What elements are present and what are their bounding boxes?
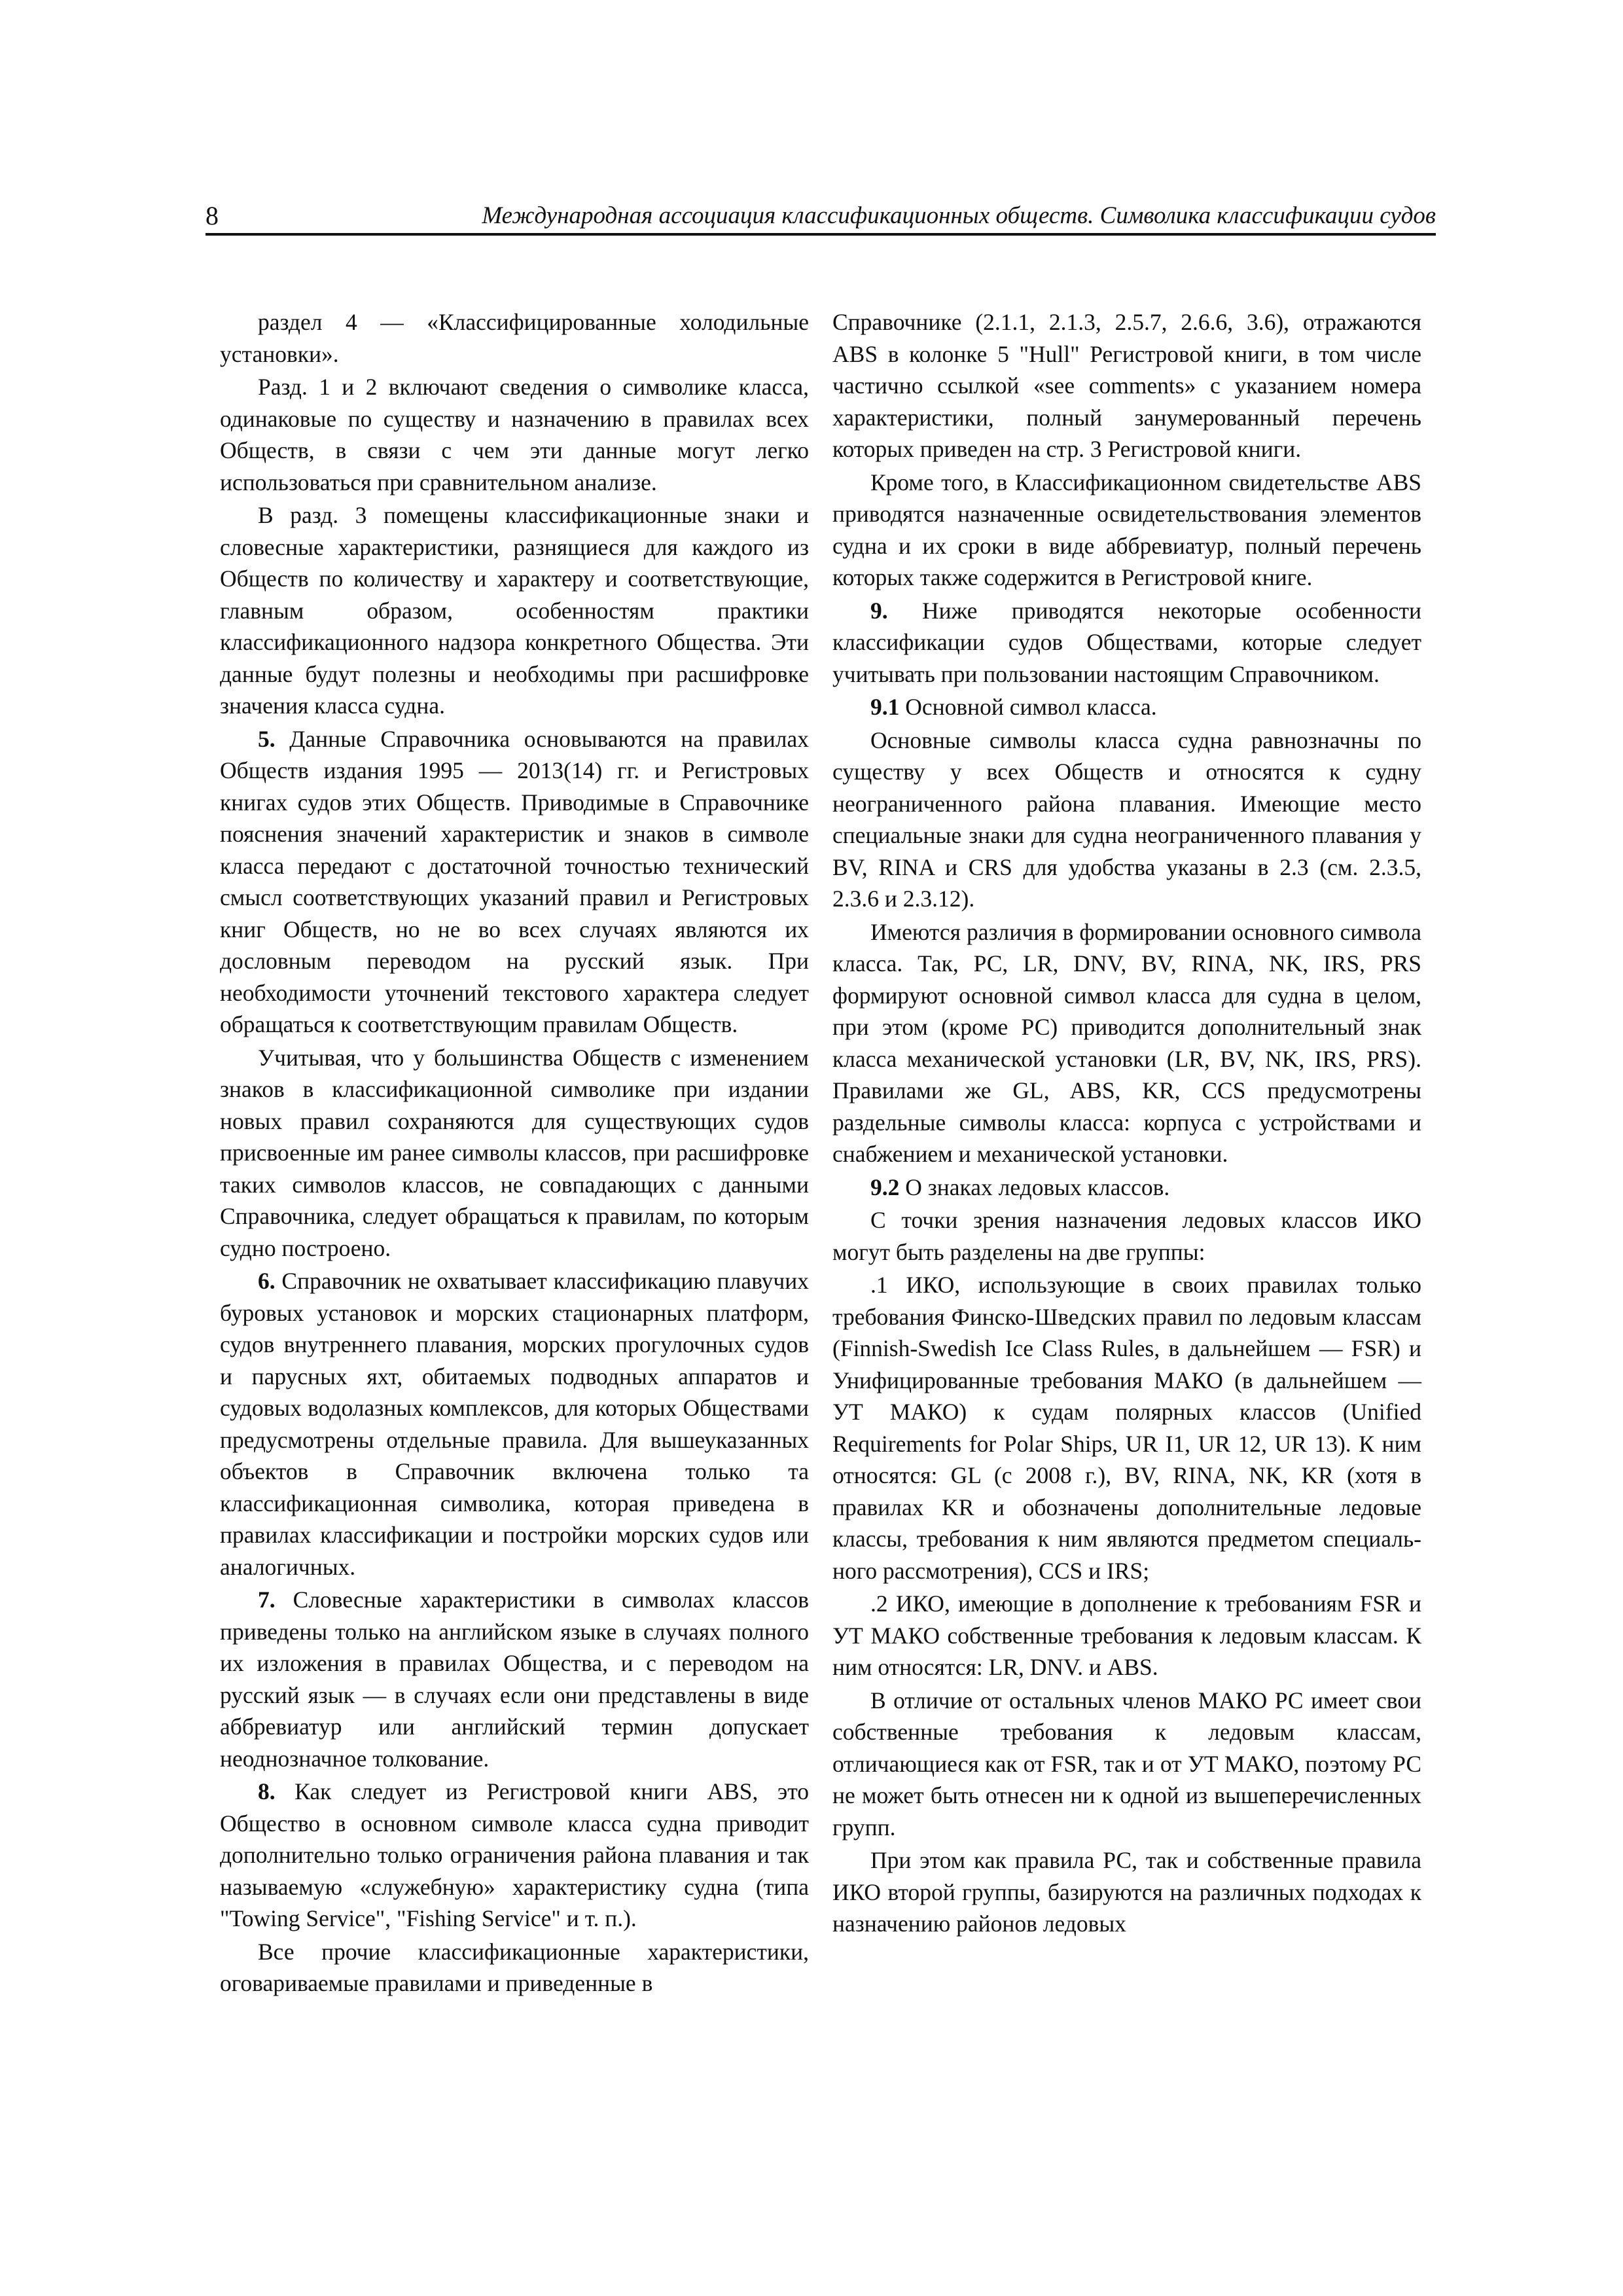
paragraph-text: О знаках ледовых классов. — [899, 1174, 1170, 1200]
paragraph — [220, 306, 809, 370]
paragraph — [832, 1269, 1421, 1587]
paragraph-text: Справочнике (2.1.1, 2.1.3, 2.5.7, 2.6.6, 3.6), отражаются ABS в колонке 5 "Hull" Регистровой книги, в том числе частично ссылкой «see comments» с указанием номера характеристики, полный занумерованный перечень которых приведен на стр. 3 Регистровой книги. — [832, 309, 1421, 462]
paragraph — [832, 1204, 1421, 1268]
paragraph — [832, 691, 1421, 723]
paragraph — [832, 1844, 1421, 1940]
paragraph — [220, 1265, 809, 1583]
paragraph-text: раздел 4 — «Классифицированные холодильные установки». — [220, 309, 809, 367]
running-title: Международная ассоциация классификационных обществ. Символика классификации судов — [482, 202, 1436, 229]
paragraph — [832, 1685, 1421, 1844]
paragraph — [220, 499, 809, 722]
paragraph — [220, 371, 809, 498]
paragraph-text: .1 ИКО, использующие в своих правилах только требования Финско-Шведских правил по ледовым классам (Finnish-Swedish Ice Class Rules, в дальнейшем — FSR) и Унифицированные требования МАКО (в дальнейшем — УТ МАКО) к судам полярных классов (Unified Requirements for Polar Ships, UR I1, UR 12, UR 13). К ним относятся: GL (с 2008 г.), BV, RINA, NK, KR (хотя в правилах KR и обозначены дополнительные ледовые классы, требования к ним являются предметом специального рассмотрения), CCS и IRS; — [832, 1272, 1421, 1584]
paragraph — [220, 723, 809, 1041]
paragraph-text: Разд. 1 и 2 включают сведения о символике класса, одинаковые по существу и назначению в правилах всех Обществ, в связи с чем эти данные могут легко использоваться при сравнительном анализе. — [220, 374, 809, 495]
left-column — [220, 306, 809, 2001]
paragraph-text: Основные символы класса судна равнозначны по существу у всех Обществ и относятся к судну неограниченного района плавания. Имеющие место специальные знаки для судна неограниченного плавания у BV, RINA и CRS для удобства указаны в 2.3 (см. 2.3.5, 2.3.6 и 2.3.12). — [832, 726, 1421, 912]
page-header — [205, 196, 1436, 236]
paragraph-text: Ниже приводятся некоторые особенности классификации судов Обществами, которые следует учитывать при пользовании настоящим Справочником. — [832, 597, 1421, 687]
section-number: 9.1 — [870, 694, 900, 720]
paragraph-text: .2 ИКО, имеющие в дополнение к требованиям FSR и УТ МАКО собственные требования к ледовым классам. К ним относятся: LR, DNV. и ABS. — [832, 1590, 1421, 1680]
paragraph — [832, 1588, 1421, 1683]
paragraph-text: Как следует из Регистровой книги ABS, это Общество в основном символе класса судна приводит дополнительно только ограничения района плавания и так называемую «служебную» характеристику судна (типа "Towing Service", "Fishing Service" и т. п.). — [220, 1778, 809, 1931]
section-number: 9.2 — [870, 1174, 900, 1200]
paragraph-text: В отличие от остальных членов МАКО РС имеет свои собственные требования к ледовым классам, отличающиеся как от FSR, так и от УТ МАКО, поэтому РС не может быть отнесен ни к одной из вышеперечисленных групп. — [832, 1687, 1421, 1840]
section-number: 8. — [258, 1778, 276, 1804]
right-column — [832, 306, 1421, 1941]
paragraph — [220, 1584, 809, 1774]
page-number: 8 — [205, 201, 219, 230]
section-number: 6. — [258, 1268, 276, 1294]
paragraph — [220, 1776, 809, 1935]
paragraph — [220, 1936, 809, 2000]
section-number: 5. — [258, 725, 276, 752]
paragraph-text: Учитывая, что у большинства Обществ с изменением знаков в классификационной символике при издании новых правил сохраняются для существующих судов присвоенные им ранее символы классов, при расшифровке таких символов классов, не совпадающих с данными Справочника, следует обращаться к правилам, по которым судно построено. — [220, 1044, 809, 1261]
paragraph — [220, 1042, 809, 1265]
section-number: 7. — [258, 1587, 276, 1613]
paragraph-text: Все прочие классификационные характеристики, оговариваемые правилами и приведенные в — [220, 1938, 809, 1996]
paragraph — [832, 467, 1421, 594]
paragraph-text: Имеются различия в формировании основного символа класса. Так, РС, LR, DNV, BV, RINA, NK, IRS, PRS формируют основной символ класса для судна в целом, при этом (кроме РС) приводится дополнительный знак класса механической установки (LR, BV, NK, IRS, PRS). Правилами же GL, ABS, KR, CCS предусмотрены раздельные символы класса: корпуса с устройствами и снабжением и механической установки. — [832, 918, 1421, 1167]
paragraph-text: Словесные характеристики в символах классов приведены только на английском языке в случаях полного их изложения в правилах Общества, и с переводом на русский язык — в случаях если они представлены в виде аббревиатур или английский термин допускает неоднозначное толкование. — [220, 1587, 809, 1772]
header-rule — [205, 233, 1436, 236]
section-number: 9. — [870, 597, 888, 624]
paragraph-text: Основной символ класса. — [899, 694, 1157, 720]
paragraph — [832, 916, 1421, 1170]
paragraph — [832, 1172, 1421, 1204]
paragraph-text: При этом как правила РС, так и собственные правила ИКО второй группы, базируются на различных подходах к назначению районов ледовых — [832, 1847, 1421, 1937]
paragraph — [832, 306, 1421, 465]
paragraph — [832, 595, 1421, 691]
paragraph-text: Справочник не охватывает классификацию плавучих буровых установок и морских стационарных платформ, судов внутреннего плавания, морских прогулочных судов и парусных яхт, обитаемых подводных аппаратов и судовых водолазных комплексов, для которых Обществами предусмотрены отдельные правила. Для вышеуказанных объектов в Справочник включена только та классификационная символика, которая приведена в правилах классификации и постройки морских судов или аналогичных. — [220, 1268, 809, 1580]
paragraph-text: Кроме того, в Классификационном свидетельстве ABS приводятся назначенные освидетельствования элементов судна и их сроки в виде аббревиатур, полный перечень которых также содержится в Регистровой книге. — [832, 469, 1421, 590]
paragraph — [832, 725, 1421, 915]
paragraph-text: Данные Справочника основываются на правилах Обществ издания 1995 — 2013(14) гг. и Регистровых книгах судов этих Обществ. Приводимые в Справочнике пояснения значений характеристик и знаков в символе класса передают с достаточной точностью технический смысл соответствующих указаний правил и Регистровых книг Обществ, но не во всех случаях являются их дословным переводом на русский язык. При необходимости уточнений текстового характера следует обращаться к соответствующим правилам Обществ. — [220, 725, 809, 1037]
paragraph-text: В разд. 3 помещены классификационные знаки и словесные характеристики, разнящиеся для каждого из Обществ по количеству и характеру и соответствующие, главным образом, особенностям практики классификационного надзора конкретного Общества. Эти данные будут полезны и необходимы при расшифровке значения класса судна. — [220, 502, 809, 719]
paragraph-text: С точки зрения назначения ледовых классов ИКО могут быть разделены на две группы: — [832, 1207, 1421, 1265]
